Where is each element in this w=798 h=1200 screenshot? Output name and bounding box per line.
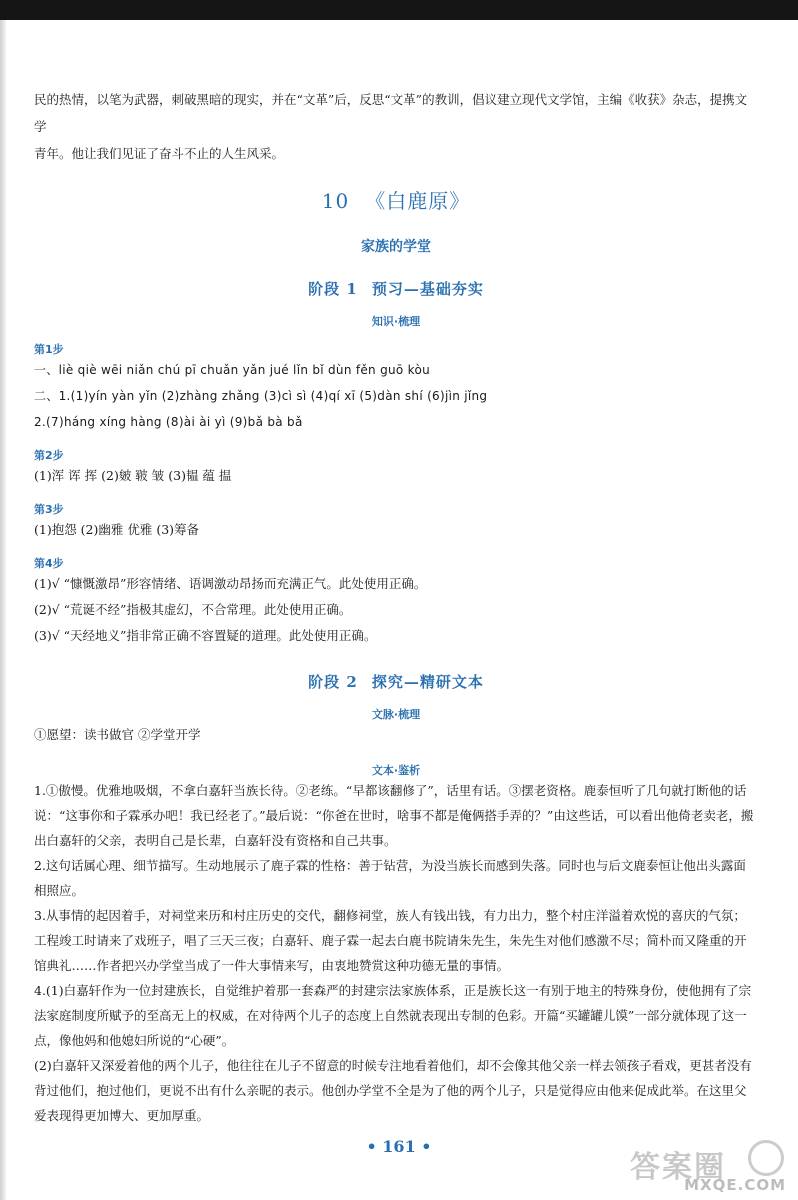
chapter-number: 10 [321,189,350,213]
analysis-paragraph-5: (2)白嘉轩又深爱着他的两个儿子，他往往在儿子不留意的时候专注地看着他们，却不会像其他父亲一样去领孩子看戏，更甚者没有背过他们，抱过他们，更说不出有什么亲昵的表示。他创办学堂不全是为了他的两个儿子，只是觉得应由他来促成此举。在这里父爱表现得更加博大、更加厚重。 [34,1058,752,1123]
step-2-line-1: (1)浑 诨 挥 (2)皴 皲 皱 (3)韫 蕴 揾 [34,468,232,483]
step-4-line-2: (2)√ “荒诞不经”指极其虚幻，不合常理。此处使用正确。 [34,602,352,617]
section-title: 家族的学堂 [361,239,431,255]
intro-line-1: 民的热情，以笔为武器，刺破黑暗的现实，并在“文革”后，反思“文革”的教训，倡议建立现代文学馆，主编《收获》杂志，提携文学 [34,92,748,134]
stage-2-label: 阶段 2 [308,673,358,691]
step-4-line-3: (3)√ “天经地义”指非常正确不容置疑的道理。此处使用正确。 [34,628,377,643]
step-4-line-1: (1)√ “慷慨激昂”形容情绪、语调激动昂扬而充满正气。此处使用正确。 [34,576,427,591]
step-2-label: 第2步 [34,449,64,462]
stage-1-name: 预习—基础夯实 [371,280,484,298]
step-1-line-3: 2.(7)háng xíng hàng (8)ài ài yì (9)bǎ bà bǎ [34,415,303,429]
analysis-paragraph-1: 1.①傲慢。优雅地吸烟，不拿白嘉轩当族长待。②老练。“早都该翻修了”，话里有话。③摆老资格。鹿泰恒听了几句就打断他的话说：“这事你和子霖承办吧！我已经老了。”最后说：“你爸在世时，啥事不都是俺俩搭手弄的？”由这些话，可以看出他倚老卖老，搬出白嘉轩的父亲，表明自己是长辈，白嘉轩没有资格和自己共事。 [34,783,754,848]
step-4-label: 第4步 [34,557,64,570]
step-1-label: 第1步 [34,343,64,356]
watermark-logo [614,1140,792,1196]
watermark-circle-icon [748,1140,784,1176]
analysis-paragraph-4: 4.(1)白嘉轩作为一位封建族长，自觉维护着那一套森严的封建宗法家族体系，正是族长这一有别于地主的特殊身份，使他拥有了宗法家庭制度所赋予的至高无上的权威，在对待两个儿子的态度上自然就表现出专制的色彩。开篇“买罐罐儿馍”一部分就体现了这一点，像他妈和他媳妇所说的“心硬”。 [34,983,752,1048]
intro-line-2: 青年。他让我们见证了奋斗不止的人生风采。 [34,146,285,161]
stage-1-subtitle: 知识·梳理 [371,315,421,328]
page-content [34,86,758,1128]
watermark-text: 答案圈 [630,1150,726,1185]
scan-left-edge [0,20,6,1200]
stage-1-title [34,278,758,299]
analysis-paragraph-3: 3.从事情的起因着手，对祠堂来历和村庄历史的交代，翻修祠堂，族人有钱出钱，有力出力，整个村庄洋溢着欢悦的喜庆的气氛；工程竣工时请来了戏班子，唱了三天三夜；白嘉轩、鹿子霖一起去白鹿书院请朱先生，朱先生对他们感激不尽；简朴而又隆重的开馆典礼……作者把兴办学堂当成了一件大事情来写，由衷地赞赏这种功德无量的事情。 [34,908,747,973]
step-3-line-1: (1)抱怨 (2)幽雅 优雅 (3)筹备 [34,522,200,537]
stage-2-subtitle-1: 文脉·梳理 [371,708,421,721]
stage-2-name: 探究—精研文本 [371,673,484,691]
scan-top-border [0,0,798,20]
stage-2-title [34,671,758,692]
analysis-paragraph-2: 2.这句话属心理、细节描写。生动地展示了鹿子霖的性格：善于钻营，为没当族长而感到失落。同时也与后文鹿泰恒让他出头露面相照应。 [34,858,746,898]
step-1-line-1: 一、liè qiè wēi niǎn chú pī chuǎn yǎn jué lǐn bǐ dùn fěn guō kòu [34,363,431,377]
watermark-url: MXQE.COM [684,1176,786,1194]
page-number: • 161 • [366,1137,432,1156]
chapter-name: 《白鹿原》 [365,189,471,213]
step-3-label: 第3步 [34,503,64,516]
chapter-title [34,185,758,214]
stage-1-label: 阶段 1 [308,280,358,298]
stage-2-subtitle-2: 文本·鉴析 [371,764,421,777]
stage-2-summary: ①愿望：读书做官 ②学堂开学 [34,727,201,742]
step-1-line-2: 二、1.(1)yín yàn yǐn (2)zhàng zhǎng (3)cì sì (4)qí xī (5)dàn shí (6)jìn jǐng [34,389,488,403]
